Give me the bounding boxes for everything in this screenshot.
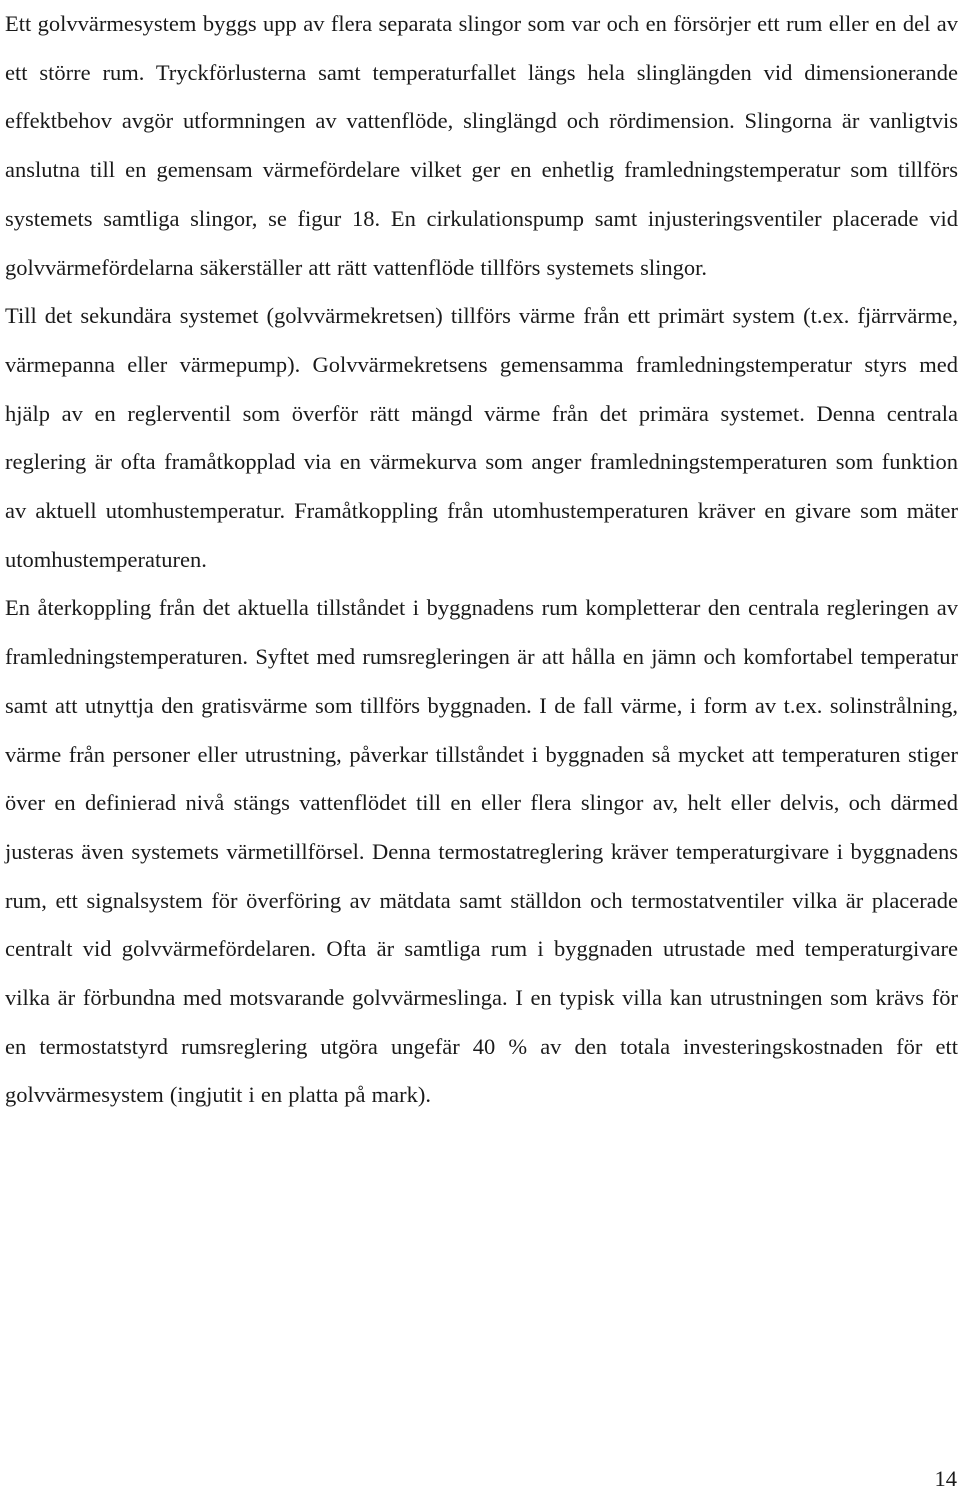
page-number: 14 [934, 1466, 957, 1491]
paragraph-secondary-system: Till det sekundära systemet (golvvärmekretsen) tillförs värme från ett primärt system (t.ex. fjärrvärme, värmepanna eller värmepump). Golvvärmekretsens gemensamma framledningstemperatur styrs med hjälp av en reglerventil som överför rätt mängd värme från det primära systemet. Denna centrala reglering är ofta framåtkopplad via en värmekurva som anger framledningstemperaturen som funktion av aktuell utomhustemperatur. Framåtkoppling från utomhustemperaturen kräver en givare som mäter utomhustemperaturen. [5, 303, 958, 572]
paragraph-room-feedback-control: En återkoppling från det aktuella tillståndet i byggnadens rum kompletterar den centrala regleringen av framledningstemperaturen. Syftet med rumsregleringen är att hålla en jämn och komfortabel temperatur samt att utnyttja den gratisvärme som tillförs byggnaden. I de fall värme, i form av t.ex. solinstrålning, värme från personer eller utrustning, påverkar tillståndet i byggnaden så mycket att temperaturen stiger över en definierad nivå stängs vattenflödet till en eller flera slingor av, helt eller delvis, och därmed justeras även systemets värmetillförsel. Denna termostatreglering kräver temperaturgivare i byggnadens rum, ett signalsystem för överföring av mätdata samt ställdon och termostatventiler vilka är placerade centralt vid golvvärmefördelaren. Ofta är samtliga rum i byggnaden utrustade med temperaturgivare vilka är förbundna med motsvarande golvvärmeslinga. I en typisk villa kan utrustningen som krävs för en termostatstyrd rumsreglering utgöra ungefär 40 % av den totala investeringskostnaden för ett golvvärmesystem (ingjutit i en platta på mark). [5, 595, 958, 1108]
document-body [5, 0, 958, 1120]
paragraph-floor-heating-loops: Ett golvvärmesystem byggs upp av flera separata slingor som var och en försörjer ett rum eller en del av ett större rum. Tryckförlusterna samt temperaturfallet längs hela slinglängden vid dimensionerande effektbehov avgör utformningen av vattenflöde, slinglängd och rördimension. Slingorna är vanligtvis anslutna till en gemensam värmefördelare vilket ger en enhetlig framledningstemperatur som tillförs systemets samtliga slingor, se figur 18. En cirkulationspump samt injusteringsventiler placerade vid golvvärmefördelarna säkerställer att rätt vattenflöde tillförs systemets slingor. [5, 11, 958, 280]
